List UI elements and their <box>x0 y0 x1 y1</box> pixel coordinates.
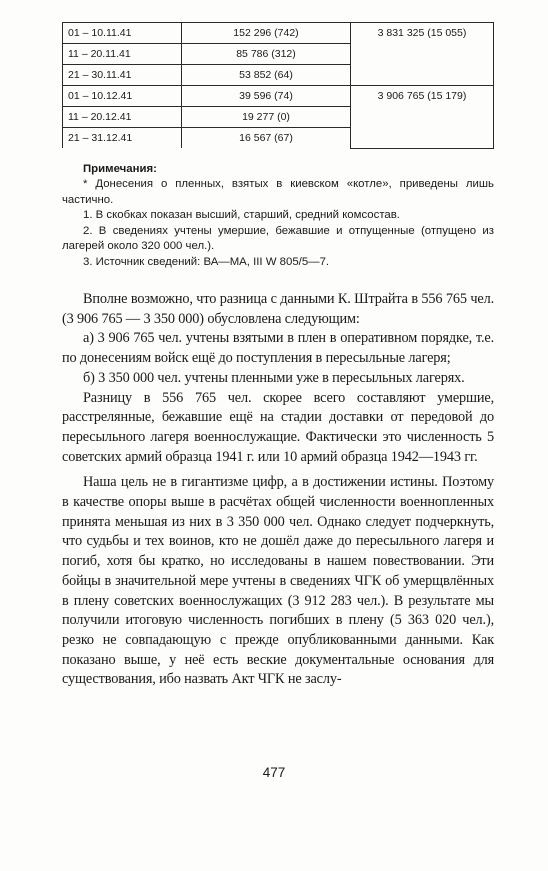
period-cell: 01 – 10.12.41 <box>63 86 182 107</box>
count-cell: 19 277 (0) <box>182 107 351 128</box>
count-cell: 85 786 (312) <box>182 44 351 65</box>
paragraph: Разницу в 556 765 чел. скорее всего составляют умершие, расстрелянные, бежавшие ещё на стадии доставки от передовой до пересыльного лагеря военнослужащие. Фактически это численность 5 советских армий образца 1941 г. или 10 армий образца 1942—1943 гг. <box>62 389 494 465</box>
total-cell: 3 906 765 (15 179) <box>351 86 494 149</box>
note-line: 2. В сведениях учтены умершие, бежавшие и отпущенные (отпущено из лагерей около 320 000 чел.). <box>62 224 494 252</box>
table-row <box>63 86 494 107</box>
table-notes <box>62 162 494 271</box>
body-text <box>62 290 494 690</box>
period-cell: 21 – 30.11.41 <box>63 65 182 86</box>
table-row <box>63 23 494 44</box>
count-cell: 53 852 (64) <box>182 65 351 86</box>
pow-statistics-table <box>62 22 494 149</box>
count-cell: 152 296 (742) <box>182 23 351 44</box>
note-line: 1. В скобках показан высший, старший, средний комсостав. <box>83 209 400 221</box>
paragraph: Вполне возможно, что разница с данными К. Штрайта в 556 765 чел. (3 906 765 — 3 350 000) обусловлена следующим: <box>62 291 494 327</box>
period-cell: 11 – 20.12.41 <box>63 107 182 128</box>
count-cell: 39 596 (74) <box>182 86 351 107</box>
count-cell: 16 567 (67) <box>182 128 351 149</box>
period-cell: 21 – 31.12.41 <box>63 128 182 149</box>
book-page <box>62 22 494 690</box>
paragraph: б) 3 350 000 чел. учтены пленными уже в пересыльных лагерях. <box>83 369 465 386</box>
period-cell: 01 – 10.11.41 <box>63 23 182 44</box>
page-number: 477 <box>262 765 286 780</box>
note-line: * Донесения о пленных, взятых в киевском «котле», приведены лишь частично. <box>62 178 494 206</box>
note-line: 3. Источник сведений: ВА—МА, III W 805/5—7. <box>83 255 330 268</box>
notes-heading: Примечания: <box>83 162 157 175</box>
total-cell: 3 831 325 (15 055) <box>351 23 494 86</box>
paragraph: Наша цель не в гигантизме цифр, а в достижении истины. Поэтому в качестве опоры выше в расчётах общей численности военнопленных принята меньшая из них в 3 350 000 чел. Однако следует подчеркнуть, что судьбы и тех воинов, кто не дошёл даже до пересыльного лагеря и погиб, хотя бы кратко, но исследованы в нашем повествовании. Эти бойцы в значительной мере учтены в сведениях ЧГК об умерщвлённых в плену советских военнослужащих (3 912 283 чел.). В результате мы получили итоговую численность погибших в плену (5 363 020 чел.), резко не совпадающую с прежде опубликованными данными. Как показано выше, у неё есть веские документальные основания для существования, ибо назвать Акт ЧГК не заслу- <box>62 474 494 688</box>
period-cell: 11 – 20.11.41 <box>63 44 182 65</box>
paragraph: а) 3 906 765 чел. учтены взятыми в плен в оперативном порядке, т.е. по донесениям войск ещё до поступления в пересыльные лагеря; <box>62 330 494 367</box>
